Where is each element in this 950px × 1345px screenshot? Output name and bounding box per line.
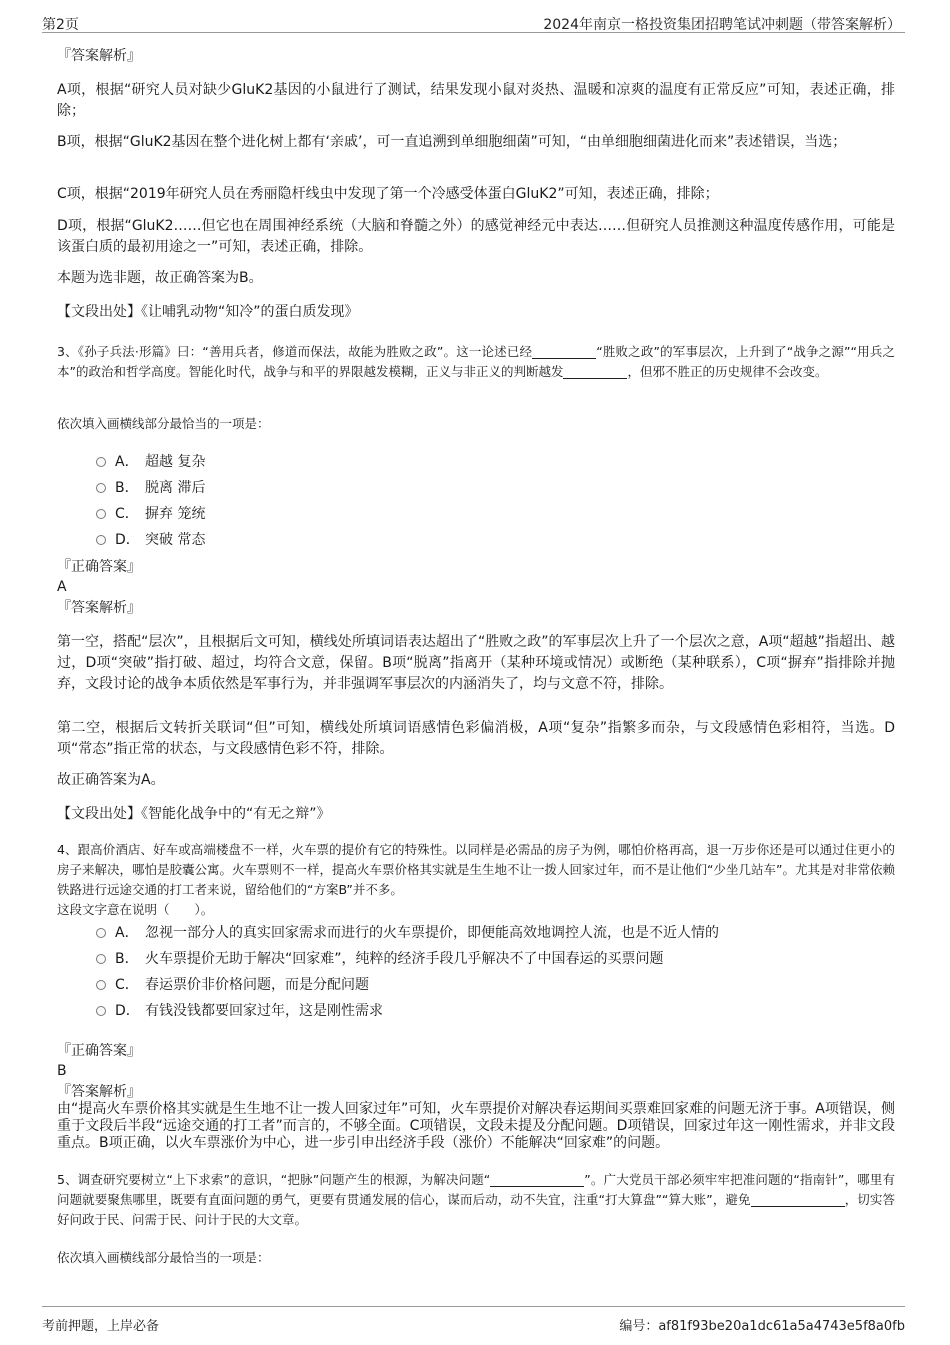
q5-stem-part2: ”。广大党员干部必须牢牢把准问题的“指南针”，哪里有问题就要聚焦哪里，既要有直面问题的勇气，更要有贯通发展的信心，谋而后动，动不失宜，注重“打大算盘”“算大账”，避免 <box>57 1172 895 1207</box>
q4-answer: B <box>57 1063 67 1079</box>
option-text: 有钱没钱都要回家过年，这是刚性需求 <box>145 1003 383 1019</box>
radio-icon[interactable] <box>96 1006 106 1016</box>
q4-stem: 4、跟高价酒店、好车或高端楼盘不一样，火车票的提价有它的特殊性。以同样是必需品的房子为例，哪怕价格再高，退一万步你还是可以通过住更小的房子来解决，哪怕是胶囊公寓。火车票则不一样，提高火车票价格其实就是生生地不让一拨人回家过年，而不是让他们“少坐几站车”。尤其是对非常依赖铁路进行远途交通的打工者来说，留给他们的“方案B”并不多。 <box>57 842 895 897</box>
radio-icon[interactable] <box>96 483 106 493</box>
document-title: 2024年南京一格投资集团招聘笔试冲刺题（带答案解析） <box>543 17 901 33</box>
option-text: 摒弃 笼统 <box>145 506 206 522</box>
q3-blank-1 <box>532 344 596 359</box>
footer-slogan: 考前押题，上岸必备 <box>42 1319 160 1334</box>
page-header <box>42 10 905 33</box>
radio-icon[interactable] <box>96 535 106 545</box>
q3-stem-part3: ，但邪不胜正的历史规律不会改变。 <box>627 364 828 379</box>
q2-source: 【文段出处】《让哺乳动物“知冷”的蛋白质发现》 <box>57 304 359 320</box>
option-text: 火车票提价无助于解决“回家难”，纯粹的经济手段几乎解决不了中国春运的买票问题 <box>145 951 664 967</box>
q3-blank-2 <box>563 364 627 379</box>
q4-option-a[interactable] <box>96 923 719 943</box>
option-letter: C． <box>115 506 139 522</box>
q3-option-b[interactable] <box>96 478 205 498</box>
q5-blank-1 <box>490 1172 584 1187</box>
q5-stem-part1: 5、调查研究要树立“上下求索”的意识，“把脉”问题产生的根源，为解决问题“ <box>57 1172 491 1187</box>
q3-conclusion: 故正确答案为A。 <box>57 772 165 788</box>
q3-option-d[interactable] <box>96 530 205 550</box>
q4-analysis-heading: 『答案解析』 <box>57 1084 141 1100</box>
q3-analysis-1: 第一空，搭配“层次”，且根据后文可知，横线处所填词语表达超出了“胜败之政”的军事层次上升了一个层次之意，A项“超越”指超出、越过，D项“突破”指打破、超过，均符合文意，保留。B项“脱离”指离开（某种环境或情况）或断绝（某种联系），C项“摒弃”指排除并抛弃，文段讨论的战争本质依然是军事行为，并非强调军事层次的内涵消失了，均与文意不符，排除。 <box>57 634 895 692</box>
q4-option-b[interactable] <box>96 949 664 969</box>
q3-instruction: 依次填入画横线部分最恰当的一项是： <box>57 416 270 431</box>
q3-stem-part1: 3、《孙子兵法·形篇》曰：“善用兵者，修道而保法，故能为胜败之政”。这一论述已经 <box>57 344 533 359</box>
footer-serial: 编号：af81f93be20a1dc61a5a4743e5f8a0fb <box>619 1319 905 1334</box>
q5-stem-part3: ，切实答好问政于民、问需于民、问计于民的大文章。 <box>57 1192 895 1227</box>
radio-icon[interactable] <box>96 509 106 519</box>
q2-analysis-d: D项，根据“GluK2……但它也在周围神经系统（大脑和脊髓之外）的感觉神经元中表达……但研究人员推测这种温度传感作用，可能是该蛋白质的最初用途之一”可知，表述正确，排除。 <box>57 218 895 255</box>
q3-analysis-heading: 『答案解析』 <box>57 600 141 616</box>
q3-stem <box>57 342 895 382</box>
option-letter: B． <box>115 480 139 496</box>
q2-analysis-a: A项，根据“研究人员对缺少GluK2基因的小鼠进行了测试，结果发现小鼠对炎热、温暖和凉爽的温度有正常反应”可知，表述正确，排除； <box>57 82 895 119</box>
q4-option-d[interactable] <box>96 1001 383 1021</box>
q4-prompt: 这段文字意在说明（ ）。 <box>57 902 214 917</box>
option-letter: D． <box>115 532 140 548</box>
q4-option-c[interactable] <box>96 975 369 995</box>
q5-blank-2 <box>751 1192 845 1207</box>
q4-analysis: 由“提高火车票价格其实就是生生地不让一拨人回家过年”可知，火车票提价对解决春运期间买票难回家难的问题无济于事。A项错误，侧重于文段后半段“远途交通的打工者”而言的，不够全面。C项错误，文段未提及分配问题。D项错误，回家过年这一刚性需求，并非文段重点。B项正确，以火车票涨价为中心，进一步引申出经济手段（涨价）不能解决“回家难”的问题。 <box>57 1101 895 1151</box>
radio-icon[interactable] <box>96 457 106 467</box>
q3-answer-heading: 『正确答案』 <box>57 559 141 575</box>
q3-stem-part2: “胜败之政”的军事层次，上升到了“战争之源”“用兵之本”的政治和哲学高度。智能化时代，战争与和平的界限越发模糊，正义与非正义的判断越发 <box>57 344 895 379</box>
q2-analysis-c: C项，根据“2019年研究人员在秀丽隐杆线虫中发现了第一个冷感受体蛋白GluK2”可知，表述正确，排除； <box>57 186 719 202</box>
option-letter: B． <box>115 951 139 967</box>
option-text: 春运票价非价格问题，而是分配问题 <box>145 977 369 993</box>
option-letter: A． <box>115 925 139 941</box>
option-text: 突破 常态 <box>145 532 206 548</box>
q2-analysis-b: B项，根据“GluK2基因在整个进化树上都有‘亲戚’，可一直追溯到单细胞细菌”可知，“由单细胞细菌进化而来”表述错误，当选； <box>57 134 847 150</box>
page-number: 第2页 <box>42 17 79 33</box>
option-text: 脱离 滞后 <box>145 480 206 496</box>
page-footer <box>42 1306 905 1335</box>
q3-option-c[interactable] <box>96 504 205 524</box>
radio-icon[interactable] <box>96 954 106 964</box>
q2-analysis-heading: 『答案解析』 <box>57 48 141 64</box>
option-text: 超越 复杂 <box>145 454 206 470</box>
q3-source: 【文段出处】《智能化战争中的“有无之辩”》 <box>57 806 331 822</box>
q5-stem <box>57 1170 895 1230</box>
option-letter: A． <box>115 454 139 470</box>
q3-answer: A <box>57 579 67 595</box>
q5-instruction: 依次填入画横线部分最恰当的一项是： <box>57 1250 270 1265</box>
q4-answer-heading: 『正确答案』 <box>57 1043 141 1059</box>
radio-icon[interactable] <box>96 980 106 990</box>
option-letter: D． <box>115 1003 140 1019</box>
q2-conclusion: 本题为选非题，故正确答案为B。 <box>57 270 263 286</box>
option-letter: C． <box>115 977 139 993</box>
option-text: 忽视一部分人的真实回家需求而进行的火车票提价，即便能高效地调控人流，也是不近人情的 <box>145 925 719 941</box>
q3-analysis-2: 第二空，根据后文转折关联词“但”可知，横线处所填词语感情色彩偏消极，A项“复杂”指繁多而杂，与文段感情色彩相符，当选。D项“常态”指正常的状态，与文段感情色彩不符，排除。 <box>57 720 895 757</box>
radio-icon[interactable] <box>96 928 106 938</box>
q3-option-a[interactable] <box>96 452 205 472</box>
